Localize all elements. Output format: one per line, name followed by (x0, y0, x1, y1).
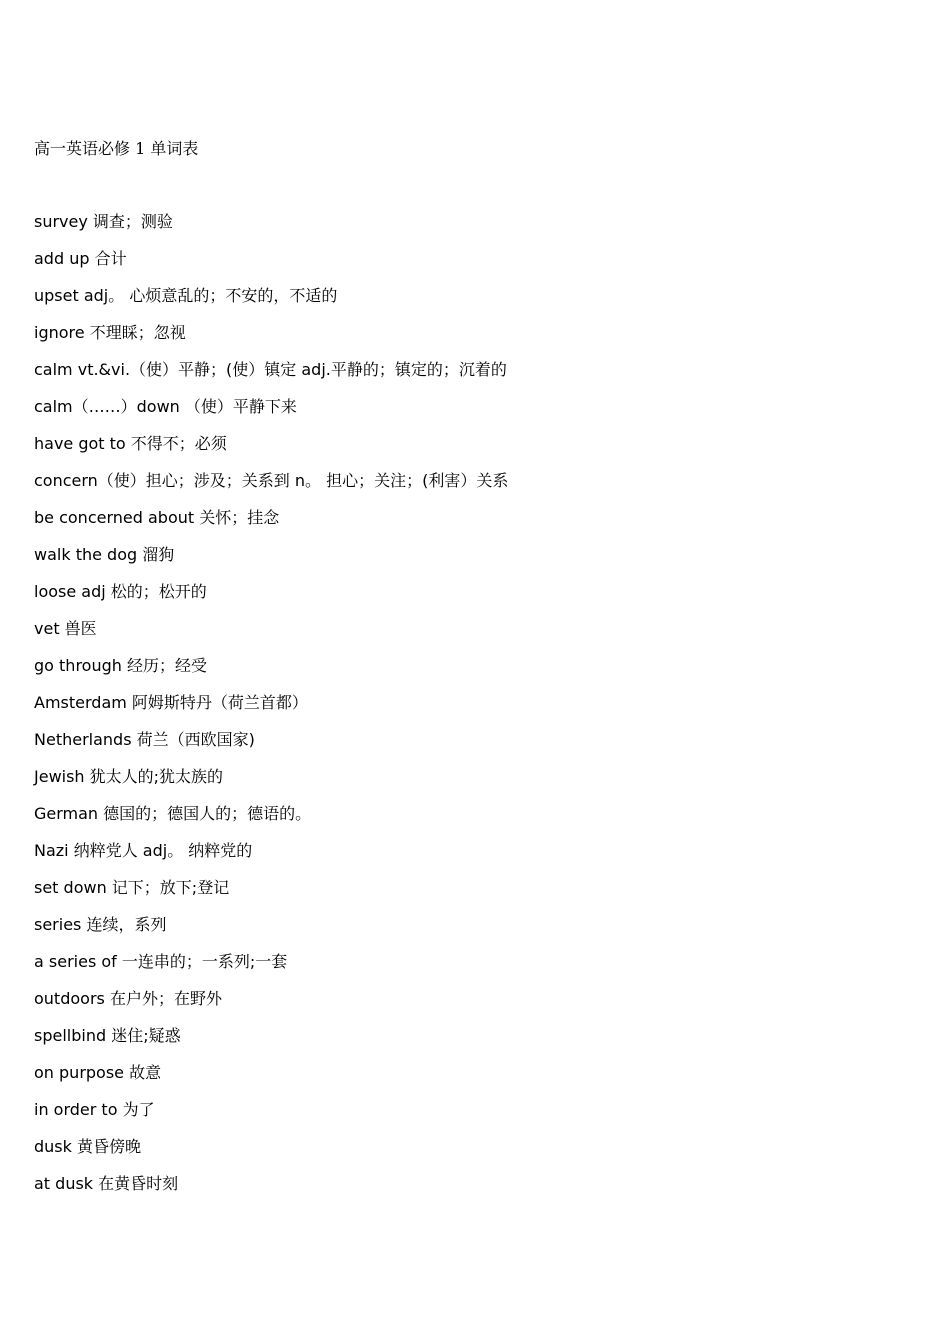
vocabulary-entry: go through 经历；经受 (34, 656, 207, 675)
vocabulary-entry: Amsterdam 阿姆斯特丹（荷兰首都） (34, 693, 308, 712)
vocabulary-entry: outdoors 在户外；在野外 (34, 989, 222, 1008)
vocabulary-entry: German 德国的；德国人的；德语的。 (34, 804, 312, 823)
vocabulary-list (34, 212, 508, 1211)
vocabulary-entry: have got to 不得不；必须 (34, 434, 227, 453)
vocabulary-entry: series 连续，系列 (34, 915, 167, 934)
vocabulary-entry: loose adj 松的；松开的 (34, 582, 207, 601)
vocabulary-entry: dusk 黄昏傍晚 (34, 1137, 141, 1156)
vocabulary-entry: upset adj。 心烦意乱的；不安的，不适的 (34, 286, 338, 305)
vocabulary-entry: be concerned about 关怀；挂念 (34, 508, 280, 527)
vocabulary-entry: Nazi 纳粹党人 adj。 纳粹党的 (34, 841, 253, 860)
vocabulary-entry: survey 调查；测验 (34, 212, 173, 231)
vocabulary-entry: ignore 不理睬；忽视 (34, 323, 186, 342)
vocabulary-entry: a series of 一连串的；一系列;一套 (34, 952, 288, 971)
vocabulary-entry: Netherlands 荷兰（西欧国家) (34, 730, 255, 749)
vocabulary-entry: at dusk 在黄昏时刻 (34, 1174, 179, 1193)
vocabulary-entry: on purpose 故意 (34, 1063, 162, 1082)
vocabulary-entry: concern（使）担心；涉及；关系到 n。 担心；关注；(利害）关系 (34, 471, 509, 490)
vocabulary-entry: add up 合计 (34, 249, 127, 268)
document-title: 高一英语必修 1 单词表 (34, 139, 199, 158)
vocabulary-entry: Jewish 犹太人的;犹太族的 (34, 767, 224, 786)
vocabulary-entry: in order to 为了 (34, 1100, 155, 1119)
vocabulary-entry: spellbind 迷住;疑惑 (34, 1026, 181, 1045)
vocabulary-entry: calm（……）down （使）平静下来 (34, 397, 297, 416)
vocabulary-entry: calm vt.&vi.（使）平静；(使）镇定 adj.平静的；镇定的；沉着的 (34, 360, 507, 379)
vocabulary-entry: walk the dog 溜狗 (34, 545, 175, 564)
vocabulary-entry: vet 兽医 (34, 619, 97, 638)
vocabulary-entry: set down 记下；放下;登记 (34, 878, 230, 897)
